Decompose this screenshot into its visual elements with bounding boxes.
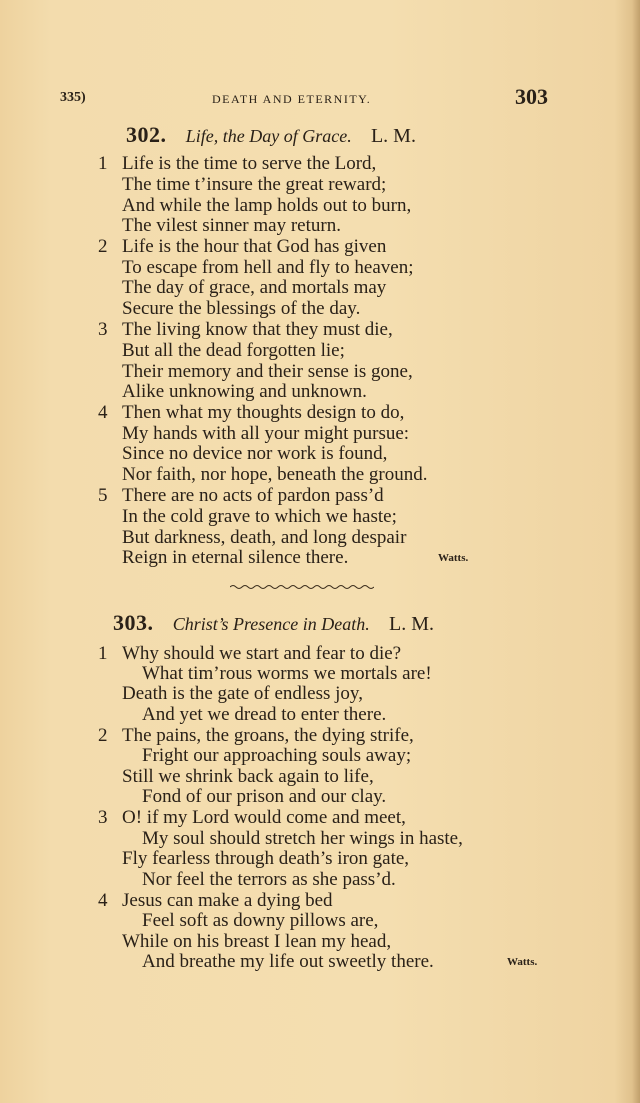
verse-line: Fly fearless through death’s iron gate,	[122, 848, 410, 869]
verse-line: Their memory and their sense is gone,	[122, 361, 413, 382]
verse-line: Fond of our prison and our clay.	[142, 786, 387, 807]
page-number: 303	[515, 84, 548, 109]
header-left-marker: 335)	[60, 90, 86, 105]
verse-line: Then what my thoughts design to do,	[122, 402, 405, 423]
verse-line: Fright our approaching souls away;	[142, 745, 412, 766]
verse-number: 1	[98, 643, 108, 664]
hymn-number: 302.	[126, 122, 167, 147]
verse-line: O! if my Lord would come and meet,	[122, 807, 406, 828]
verse-line: And breathe my life out sweetly there.	[142, 951, 434, 972]
verse-number: 3	[98, 807, 108, 828]
verse-line: Life is the hour that God has given	[122, 236, 387, 257]
running-header	[0, 84, 640, 108]
verse-line: The day of grace, and mortals may	[122, 277, 387, 298]
verse-line: Jesus can make a dying bed	[122, 890, 333, 911]
verse-line: My hands with all your might pursue:	[122, 423, 410, 444]
hymn-meter: L. M.	[388, 613, 434, 635]
verse-line: The vilest sinner may return.	[122, 215, 341, 236]
verse-line: Nor feel the terrors as she pass’d.	[142, 869, 396, 890]
verse-line: Alike unknowing and unknown.	[122, 381, 367, 402]
hymn-302-title	[126, 122, 416, 148]
verse-number: 5	[98, 485, 108, 506]
verse-line: Life is the time to serve the Lord,	[122, 153, 377, 174]
hymn-attribution: Watts.	[507, 956, 538, 968]
verse-number: 2	[98, 236, 108, 257]
hymn-name: Christ’s Presence in Death.	[172, 614, 370, 634]
verse-line: Secure the blessings of the day.	[122, 298, 361, 319]
verse-line: Reign in eternal silence there.	[122, 547, 349, 568]
verse-line: Since no device nor work is found,	[122, 443, 388, 464]
verse-line: Still we shrink back again to life,	[122, 766, 374, 787]
verse-line: The time t’insure the great reward;	[122, 174, 387, 195]
hymn-meter: L. M.	[370, 125, 416, 147]
verse-number: 4	[98, 890, 108, 911]
verse-line: And yet we dread to enter there.	[142, 704, 387, 725]
verse-line: The pains, the groans, the dying strife,	[122, 725, 414, 746]
verse-line: But all the dead forgotten lie;	[122, 340, 345, 361]
page-edge-shadow	[632, 0, 640, 1103]
verse-number: 2	[98, 725, 108, 746]
verse-line: My soul should stretch her wings in haste,	[142, 828, 463, 849]
hymn-attribution: Watts.	[438, 552, 469, 564]
verse-line: While on his breast I lean my head,	[122, 931, 392, 952]
verse-number: 1	[98, 153, 108, 174]
verse-line: To escape from hell and fly to heaven;	[122, 257, 414, 278]
hymn-303-title	[113, 610, 434, 636]
verse-line: In the cold grave to which we haste;	[122, 506, 397, 527]
hymn-number: 303.	[113, 610, 154, 635]
verse-line: There are no acts of pardon pass’d	[122, 485, 384, 506]
verse-line: The living know that they must die,	[122, 319, 393, 340]
verse-line: Feel soft as downy pillows are,	[142, 910, 379, 931]
verse-number: 4	[98, 402, 108, 423]
ornamental-divider	[230, 583, 374, 591]
verse-line: And while the lamp holds out to burn,	[122, 195, 412, 216]
verse-line: Death is the gate of endless joy,	[122, 683, 363, 704]
hymn-name: Life, the Day of Grace.	[185, 126, 352, 146]
verse-line: Why should we start and fear to die?	[122, 643, 402, 664]
verse-line: But darkness, death, and long despair	[122, 527, 407, 548]
verse-line: Nor faith, nor hope, beneath the ground.	[122, 464, 428, 485]
verse-number: 3	[98, 319, 108, 340]
running-title: DEATH AND ETERNITY.	[212, 92, 372, 106]
verse-line: What tim’rous worms we mortals are!	[142, 663, 432, 684]
